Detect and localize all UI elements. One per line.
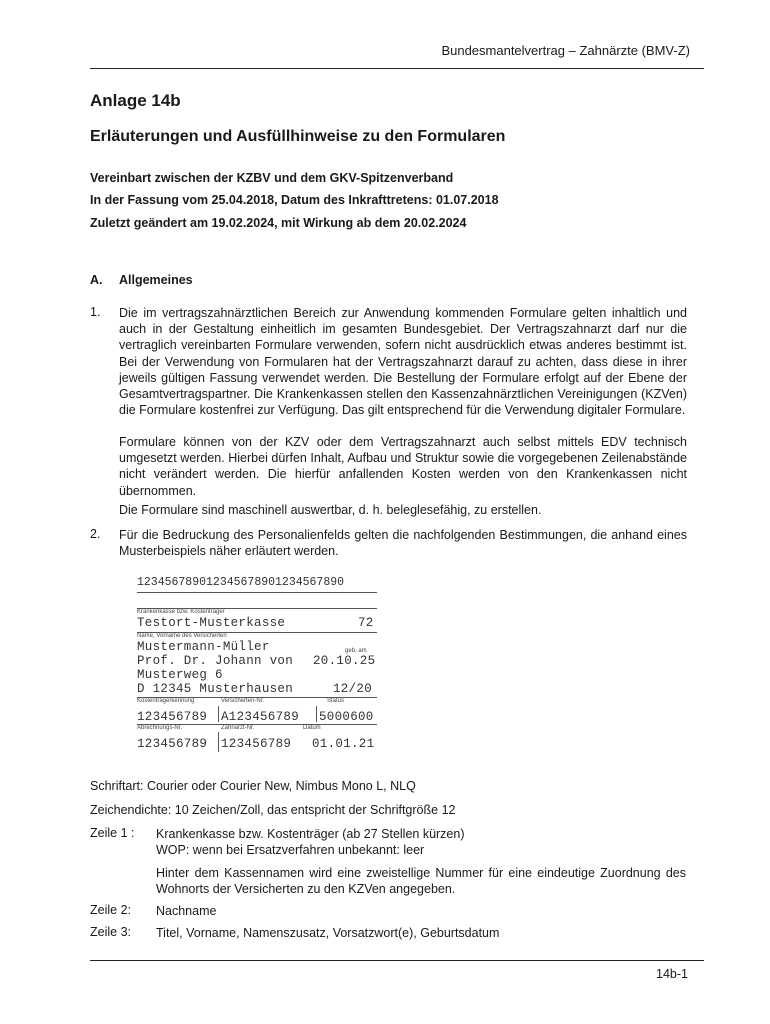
zeile-text: Hinter dem Kassennamen wird eine zweistellige Nummer für eine eindeutige Zuordnung des Wohnorts der Versicherten zu den KZVen angegeben. — [156, 866, 686, 897]
paragraph: Die Formulare sind maschinell auswertbar, d. h. beleglesefähig, zu erstellen. — [119, 503, 542, 517]
running-header: Bundesmantelvertrag – Zahnärzte (BMV-Z) — [441, 43, 690, 58]
zeile-label: Zeile 2: — [90, 903, 131, 917]
value-ort-nr: 12/20 — [333, 682, 373, 696]
label-kasse: Krankenkasse bzw. Kostenträger — [137, 609, 225, 615]
field-divider — [218, 732, 219, 752]
ruler-line — [137, 592, 377, 593]
font-info: Schriftart: Courier oder Courier New, Nimbus Mono L, NLQ — [90, 779, 416, 793]
value-name: Mustermann-Müller — [137, 640, 270, 654]
paragraph: Formulare können von der KZV oder dem Vertragszahnarzt auch selbst mittels EDV technisch umgesetzt werden. Hierbei dürfen Inhalt, Aufbau und Struktur sowie die vorgegebenen Zeilenabstände nicht verändert werden. Die hierfür anfallenden Kosten werden von den Krankenkassen nicht übernommen. — [119, 435, 687, 498]
density-info: Zeichendichte: 10 Zeichen/Zoll, das entspricht der Schriftgröße 12 — [90, 803, 456, 817]
section-letter: A. — [90, 273, 103, 287]
value-kasse-nr: 72 — [358, 616, 374, 630]
value-status: 5000600 — [319, 710, 374, 724]
label-status: Status — [327, 698, 345, 704]
value-ort: D 12345 Musterhausen — [137, 682, 294, 696]
label-name: Name, Vorname des Versicherten — [137, 633, 227, 639]
section-heading — [90, 273, 193, 287]
header-rule — [90, 68, 704, 69]
label-zahnarzt: Zahnarzt-Nr. — [221, 725, 255, 731]
sample-personal-field — [137, 576, 381, 756]
field-divider — [218, 706, 219, 722]
value-geb: 20.10.25 — [313, 654, 376, 668]
zeile-text: WOP: wenn bei Ersatzverfahren unbekannt: leer — [156, 843, 425, 857]
paragraph: Die im vertragszahnärztlichen Bereich zur Anwendung kommenden Formulare gelten inhaltlich und auch in der Gestaltung einheitlich im gesamten Bundesgebiet. Der Vertragszahnarzt darf nur die vertraglich vereinbarten Formulare verwenden, sofern nicht ausdrücklich etwas anderes bestimmt ist. Bei der Verwendung von Formularen hat der Vertragszahnarzt darauf zu achten, dass diese in ihrer jeweils gültigen Fassung verwendet werden. Die Bestellung der Formulare erfolgt auf der Ebene der Gesamtvertragspartner. Die Krankenkassen stellen den Kassenzahnärztlichen Vereinigungen (KZVen) die Formulare kostenfrei zur Verfügung. Das gilt entsprechend für die Verwendung digitaler Formulare. — [119, 306, 687, 418]
value-datum: 01.01.21 — [312, 737, 375, 751]
page-subtitle: Erläuterungen und Ausfüllhinweise zu den Formularen — [90, 128, 506, 145]
zeile-text: Titel, Vorname, Namenszusatz, Vorsatzwort(e), Geburtsdatum — [156, 926, 500, 940]
label-geb: geb. am — [345, 648, 367, 654]
value-strasse: Musterweg 6 — [137, 668, 223, 682]
field-divider — [316, 706, 317, 722]
value-titel: Prof. Dr. Johann von — [137, 654, 294, 668]
paragraph: Für die Bedruckung des Personalienfelds gelten die nachfolgenden Bestimmungen, die anhand eines Musterbeispiels näher erläutert werden. — [119, 528, 687, 559]
zeile-label: Zeile 3: — [90, 925, 131, 939]
meta-version: In der Fassung vom 25.04.2018, Datum des Inkrafttretens: 01.07.2018 — [90, 193, 499, 207]
value-kasse: Testort-Musterkasse — [137, 616, 286, 630]
value-zahnarzt: 123456789 — [221, 737, 292, 751]
zeile-text: Nachname — [156, 904, 217, 918]
label-abrechnung: Abrechnungs-Nr. — [137, 725, 183, 731]
item-number: 2. — [90, 527, 101, 541]
meta-amendment: Zuletzt geändert am 19.02.2024, mit Wirkung ab dem 20.02.2024 — [90, 216, 467, 230]
zeile-label: Zeile 1 : — [90, 826, 135, 840]
label-kostentraeger: Kostenträgerkennung — [137, 698, 195, 704]
value-kostentraeger: 123456789 — [137, 710, 208, 724]
section-title: Allgemeines — [119, 273, 193, 287]
zeile-text: Krankenkasse bzw. Kostenträger (ab 27 Stellen kürzen) — [156, 827, 465, 841]
page-title: Anlage 14b — [90, 91, 181, 110]
meta-agreement: Vereinbart zwischen der KZBV und dem GKV-Spitzenverband — [90, 171, 454, 185]
footer-rule — [90, 960, 704, 961]
item-number: 1. — [90, 305, 101, 319]
label-datum: Datum — [303, 725, 321, 731]
page-number: 14b-1 — [656, 967, 688, 981]
value-abrechnung: 123456789 — [137, 737, 208, 751]
char-ruler: 123456789012345678901234567890 — [137, 576, 345, 589]
label-versicherten: Versicherten-Nr. — [221, 698, 265, 704]
value-versicherten: A123456789 — [221, 710, 300, 724]
